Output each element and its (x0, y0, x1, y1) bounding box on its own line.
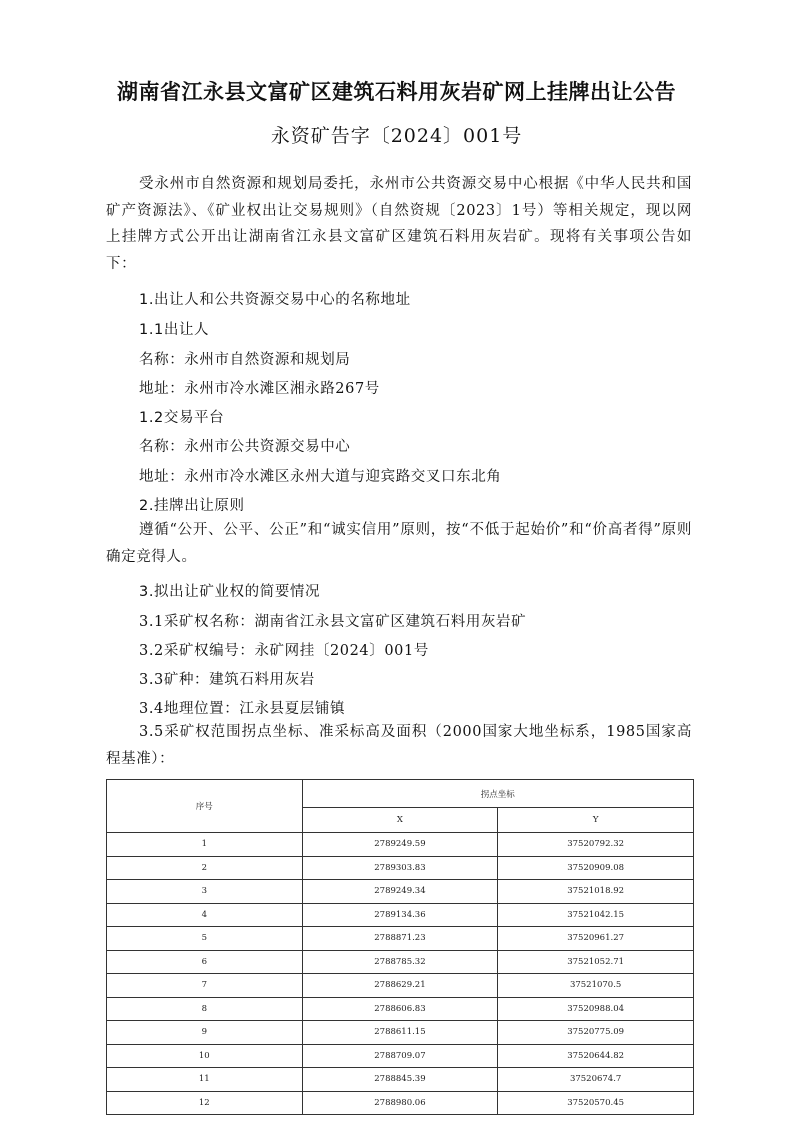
y-cell: 37520644.82 (498, 1044, 694, 1068)
seq-cell: 1 (107, 833, 303, 857)
y-cell: 37520909.08 (498, 856, 694, 880)
document-title: 湖南省江永县文富矿区建筑石料用灰岩矿网上挂牌出让公告 (117, 80, 676, 104)
seq-cell: 11 (107, 1068, 303, 1092)
seq-cell: 8 (107, 997, 303, 1021)
y-cell: 37520570.45 (498, 1091, 694, 1115)
y-cell: 37520988.04 (498, 997, 694, 1021)
seq-cell: 6 (107, 950, 303, 974)
seq-cell: 4 (107, 903, 303, 927)
location: 3.4地理位置：江永县夏层铺镇 (139, 701, 346, 717)
table-row (107, 1044, 694, 1068)
x-cell: 2788845.39 (302, 1068, 498, 1092)
mineral-type: 3.3矿种：建筑石料用灰岩 (139, 672, 315, 688)
table-row (107, 1091, 694, 1115)
x-header: X (302, 808, 498, 833)
x-cell: 2789249.59 (302, 833, 498, 857)
section-1-1-heading: 1.1出让人 (139, 322, 210, 338)
seq-cell: 12 (107, 1091, 303, 1115)
table-row (107, 950, 694, 974)
table-row (107, 997, 694, 1021)
x-cell: 2788709.07 (302, 1044, 498, 1068)
seq-header: 序号 (107, 780, 303, 833)
seq-cell: 7 (107, 974, 303, 998)
x-cell: 2788611.15 (302, 1021, 498, 1045)
y-cell: 37521052.71 (498, 950, 694, 974)
y-cell: 37520775.09 (498, 1021, 694, 1045)
mining-right-number: 3.2采矿权编号：永矿网挂〔2024〕001号 (139, 643, 429, 659)
y-cell: 37521018.92 (498, 880, 694, 904)
intro-paragraph: 受永州市自然资源和规划局委托，永州市公共资源交易中心根据《中华人民共和国矿产资源法》、《矿业权出让交易规则》（自然资规〔2023〕1号）等相关规定，现以网上挂牌方式公开出让湖南省江永县文富矿区建筑石料用灰岩矿。现将有关事项公告如下： (106, 176, 692, 273)
table-row (107, 1021, 694, 1045)
y-cell: 37520961.27 (498, 927, 694, 951)
x-cell: 2788785.32 (302, 950, 498, 974)
y-cell: 37520792.32 (498, 833, 694, 857)
seq-cell: 3 (107, 880, 303, 904)
table-row (107, 880, 694, 904)
section-3-heading: 3.拟出让矿业权的简要情况 (139, 584, 321, 600)
table-row (107, 927, 694, 951)
coordinates-intro: 3.5采矿权范围拐点坐标、准采标高及面积（2000国家大地坐标系，1985国家高程基准）： (106, 724, 692, 767)
platform-address: 地址：永州市冷水滩区永州大道与迎宾路交叉口东北角 (139, 469, 502, 485)
seq-cell: 2 (107, 856, 303, 880)
y-cell: 37521070.5 (498, 974, 694, 998)
document-number: 永资矿告字〔2024〕001号 (270, 125, 523, 147)
section-1-heading: 1.出让人和公共资源交易中心的名称地址 (139, 292, 411, 308)
grantor-address: 地址：永州市冷水滩区湘永路267号 (139, 381, 380, 397)
x-cell: 2788871.23 (302, 927, 498, 951)
seq-cell: 10 (107, 1044, 303, 1068)
platform-name: 名称：永州市公共资源交易中心 (139, 439, 351, 455)
x-cell: 2789134.36 (302, 903, 498, 927)
x-cell: 2789249.34 (302, 880, 498, 904)
x-cell: 2789303.83 (302, 856, 498, 880)
table-row (107, 903, 694, 927)
mining-right-name: 3.1采矿权名称：湖南省江永县文富矿区建筑石料用灰岩矿 (139, 614, 527, 630)
coordinates-table (106, 779, 694, 1115)
coords-header: 拐点坐标 (302, 780, 693, 808)
seq-cell: 9 (107, 1021, 303, 1045)
x-cell: 2788606.83 (302, 997, 498, 1021)
table-row (107, 833, 694, 857)
section-2-text: 遵循“公开、公平、公正”和“诚实信用”原则，按“不低于起始价”和“价高者得”原则确定竞得人。 (106, 522, 692, 565)
y-header: Y (498, 808, 694, 833)
x-cell: 2788980.06 (302, 1091, 498, 1115)
x-cell: 2788629.21 (302, 974, 498, 998)
table-row (107, 974, 694, 998)
table-row (107, 1068, 694, 1092)
section-1-2-heading: 1.2交易平台 (139, 410, 225, 426)
section-2-heading: 2.挂牌出让原则 (139, 498, 245, 514)
table-row (107, 856, 694, 880)
y-cell: 37521042.15 (498, 903, 694, 927)
grantor-name: 名称：永州市自然资源和规划局 (139, 352, 351, 368)
seq-cell: 5 (107, 927, 303, 951)
y-cell: 37520674.7 (498, 1068, 694, 1092)
